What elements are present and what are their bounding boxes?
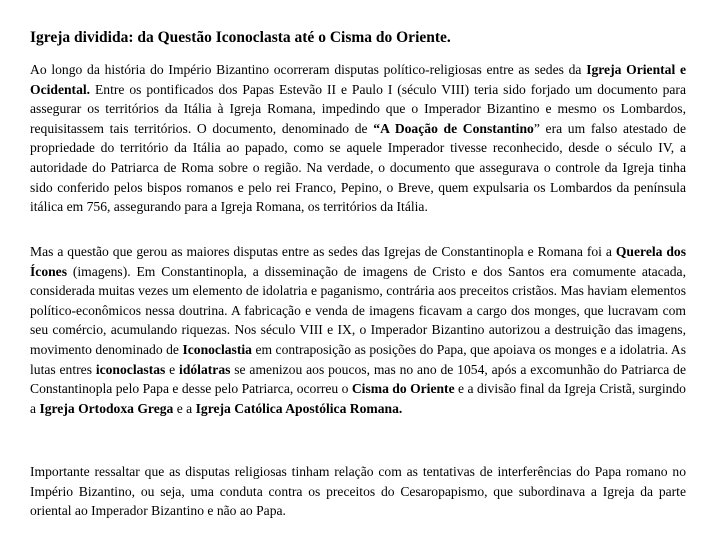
paragraph-2-bold-1: Querela dos Ícones xyxy=(30,244,687,279)
document-title: Igreja dividida: da Questão Iconoclasta até o Cisma do Oriente. xyxy=(30,29,451,46)
paragraph-2-bold-4: idólatras xyxy=(179,361,231,377)
paragraph-1-text-1: Ao longo da história do Império Bizantino ocorreram disputas político-religiosas entre as sedes da xyxy=(30,62,587,77)
paragraph-1-text-3: ” era um falso atestado de propriedade do território da Itália ao papado, como se aquele Imperador tivesse reconhecido, desde o século IV, a autoridade do Patriarca de Roma sobre o região. Na verdade, o documento que assegurava o controle da Igreja tinha sido conferido pelos bispos romanos e pelo rei Franco, Pepino, o Breve, quem expulsaria os Lombardos da península itálica em 756, assegurando para a Igreja Romana, os territórios da Itália. xyxy=(30,120,687,215)
paragraph-2-bold-5: Cisma do Oriente xyxy=(351,381,455,397)
paragraph-2 xyxy=(30,242,686,418)
paragraph-1-bold-1: Igreja Oriental e Ocidental. xyxy=(30,62,686,97)
paragraph-3: Importante ressaltar que as disputas religiosas tinham relação com as tentativas de interferências do Papa romano no Império Bizantino, ou seja, uma conduta contra os preceitos do Cesaropapismo, que subordinava a Igreja da parte oriental ao Imperador Bizantino e não ao Papa. xyxy=(30,464,686,519)
paragraph-1-text-2: Entre os pontificados dos Papas Estevão II e Paulo I (século VIII) teria sido forjado um documento para assegurar os territórios da Itália à Igreja Romana, impedindo que o Imperador Bizantino e mesmo os Lombardos, requisitassem tais territórios. O documento, denominado de xyxy=(30,81,686,136)
paragraph-1 xyxy=(30,60,686,217)
paragraph-2-text-5: se amenizou aos poucos, mas no ano de 1054, após a excomunhão do Patriarca de Constantinopla pelo Papa e desse pelo Patriarca, ocorreu o xyxy=(30,361,686,397)
paragraph-2-bold-2: Iconoclastia xyxy=(182,341,252,357)
paragraph-2-text-3: em contraposição as posições do Papa, que apoiava os monges e a idolatria. As lutas entres xyxy=(30,341,686,377)
paragraph-2-text-2: (imagens). Em Constantinopla, a disseminação de imagens de Cristo e dos Santos era comumente atacada, considerada muitas vezes um elemento de idolatria e paganismo, contrária aos preceitos cristãos. Mas haviam elementos político-econômicos nessa doutrina. A fabricação e venda de imagens ficavam a cargo dos monges, que lucravam com seu comércio, acumulando riquezas. Nos século VIII e IX, o Imperador Bizantino autorizou a destruição das imagens, movimento denominado de xyxy=(30,263,686,357)
paragraph-2-text-6: e a divisão final da Igreja Cristã, surgindo a xyxy=(30,381,686,416)
paragraph-2-bold-6: Igreja Ortodoxa Grega xyxy=(39,400,174,416)
paragraph-2-bold-3: iconoclastas xyxy=(95,361,166,377)
paragraph-1-bold-2: “A Doação de Constantino xyxy=(373,120,534,136)
paragraph-2-text-4: e xyxy=(165,361,180,377)
paragraph-2-text-7: e a xyxy=(173,400,196,416)
paragraph-2-bold-7: Igreja Católica Apostólica Romana. xyxy=(195,400,403,416)
paragraph-2-text-1: Mas a questão que gerou as maiores disputas entre as sedes das Igrejas de Constantinopla e Romana foi a xyxy=(30,244,616,259)
